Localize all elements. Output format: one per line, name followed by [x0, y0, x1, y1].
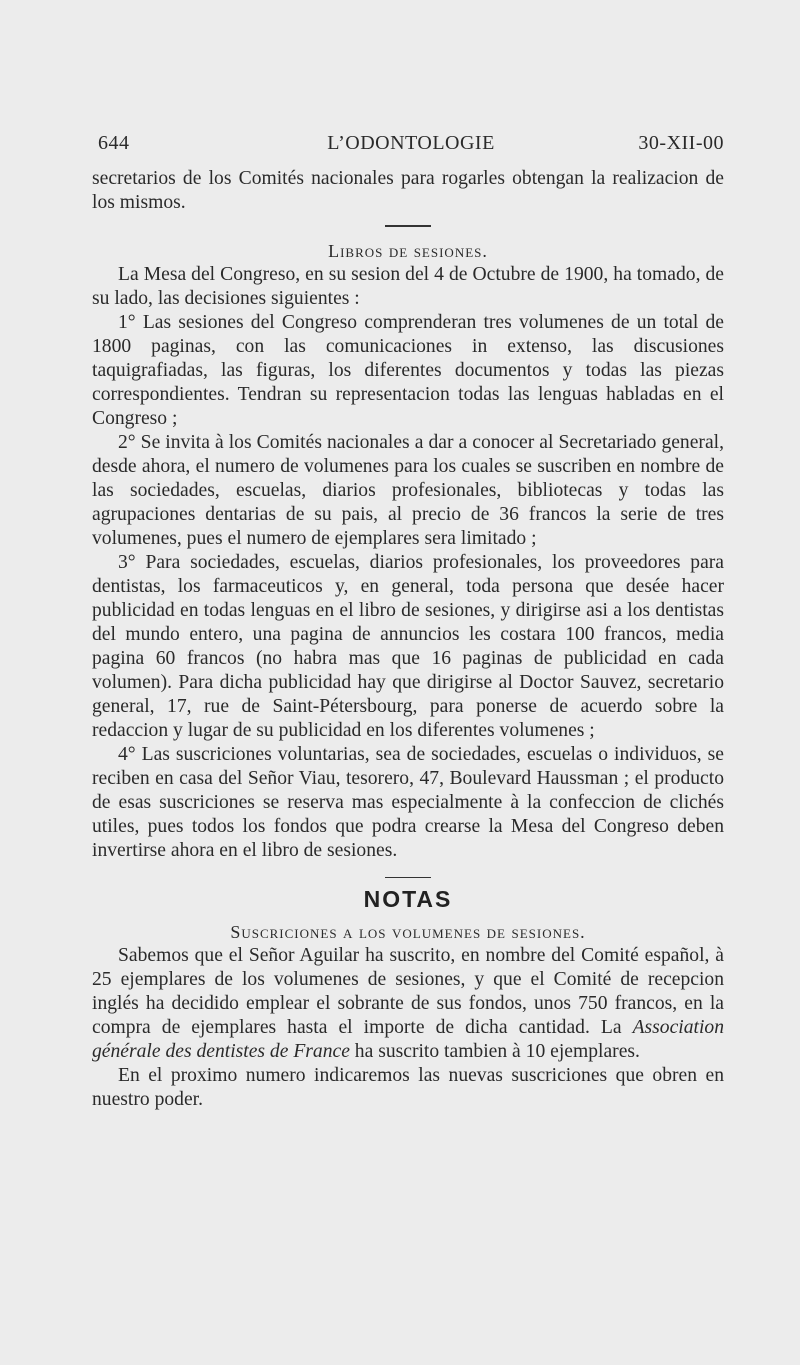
- section-divider: [385, 225, 431, 227]
- running-header: [98, 132, 724, 160]
- decision-item-1: 1° Las sesiones del Congreso comprenderan tres volumenes de un total de 1800 paginas, con las comunicaciones in extenso, las discusiones taquigrafiadas, las figuras, los diferentes documentos y todas las piezas correspondientes. Tendran su representacion todas las lenguas habladas en el Congreso ;: [92, 311, 724, 429]
- notas-divider: [385, 877, 431, 879]
- intro-paragraph: secretarios de los Comités nacionales para rogarles obtengan la realizacion de los mismos.: [92, 168, 724, 213]
- association-name: Association générale des dentistes de France: [92, 1017, 724, 1062]
- decision-item-3: 3° Para sociedades, escuelas, diarios profesionales, los proveedores para dentistas, los farmaceuticos y, en general, toda persona que desée hacer publicidad en todas lenguas en el libro de sesiones, y dirigirse asi a los dentistas del mundo entero, una pagina de annuncios les costara 100 francos, media pagina 60 francos (no habra mas que 16 paginas de publicidad en cada volumen). Para dicha publicidad hay que dirigirse al Doctor Sauvez, secretario general, 17, rue de Saint-Pétersbourg, para ponerse de acuerdo sobre la redaccion y lugar de su publicidad en los diferentes volumenes ;: [92, 551, 724, 741]
- notas-p1-end: ha suscrito tambien à 10 ejemplares.: [349, 1041, 640, 1062]
- notas-heading: NOTAS: [363, 886, 453, 912]
- notas-p1-start: Sabemos que el Señor Aguilar ha suscrito, en nombre del Comité español, à 25 ejemplares de los volumenes de sesiones, y que el Comité de recepcion inglés ha decidido emplear el sobrante de sus fondos, unos 750 francos, en la compra de ejemplares hasta el importe de dicha cantidad. La: [92, 945, 724, 1038]
- issue-date: 30-XII-00: [638, 132, 724, 154]
- section-title-libros: Libros de sesiones.: [328, 240, 488, 261]
- notas-subtitle: Suscriciones a los volumenes de sesiones.: [230, 922, 586, 942]
- notas-paragraph-1: [92, 944, 724, 1064]
- section-intro-paragraph: La Mesa del Congreso, en su sesion del 4 de Octubre de 1900, ha tomado, de su lado, las decisiones siguientes :: [92, 263, 724, 309]
- decision-item-2: 2° Se invita à los Comités nacionales a dar a conocer al Secretariado general, desde ahora, el numero de volumenes para los cuales se suscriben en nombre de las sociedades, escuelas, diarios profesionales, bibliotecas y todas las agrupaciones dentarias de su pais, al precio de 36 francos la serie de tres volumenes, pues el numero de ejemplares sera limitado ;: [92, 431, 724, 549]
- page-body: [92, 167, 724, 1112]
- notas-paragraph-2: En el proximo numero indicaremos las nuevas suscriciones que obren en nuestro poder.: [92, 1065, 724, 1110]
- journal-title: L’ODONTOLOGIE: [327, 132, 495, 154]
- decision-item-4: 4° Las suscriciones voluntarias, sea de sociedades, escuelas o individuos, se reciben en casa del Señor Viau, tesorero, 47, Boulevard Haussman ; el producto de esas suscriciones se reserva mas especialmente à la confeccion de clichés utiles, pues todos los fondos que podra crearse la Mesa del Congreso deben invertirse ahora en el libro de sesiones.: [92, 743, 724, 861]
- page-number: 644: [98, 132, 130, 154]
